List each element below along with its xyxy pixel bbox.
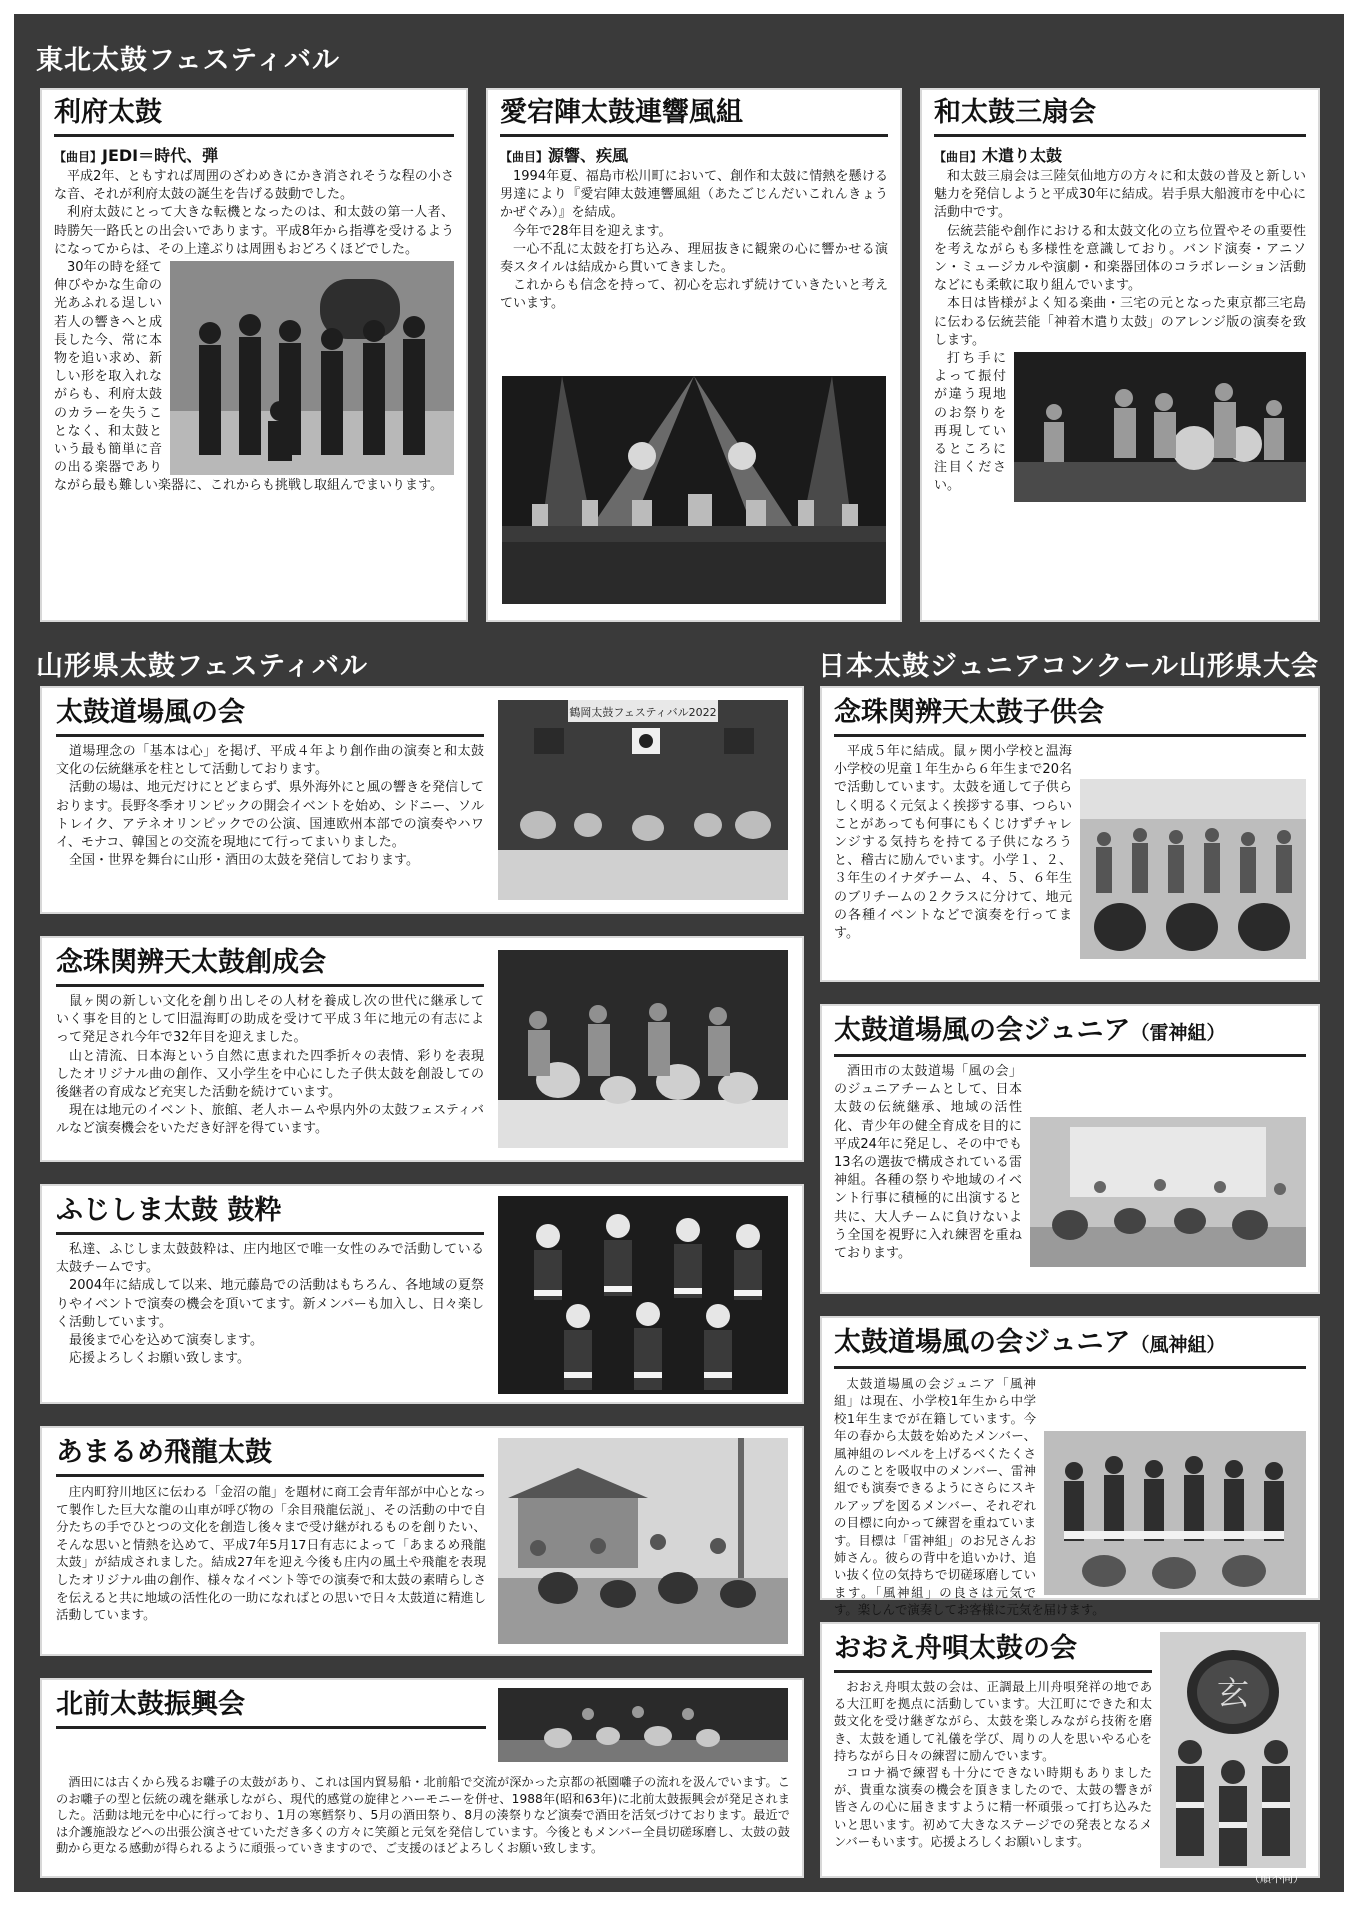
card-title	[834, 1014, 1306, 1050]
paragraph: 酒田市の太鼓道場「風の会」のジュニアチームとして、日本太鼓の伝統継承、地域の活性化、青少年の健全育成を目的に平成24年に発足し、その中でも13名の選抜で構成されている雷神組。各種の祭りや地域のイベント行事に積極的に出演すると共に、大人チームに負けないよう全国を視野に入れ練習を重ねております。	[834, 1064, 1022, 1262]
banner-text: 鶴岡太鼓フェスティバル2022	[569, 706, 717, 719]
card-body	[834, 743, 1306, 943]
paragraph: 太鼓道場風の会ジュニア「風神組」は現在、小学校1年生から中学校1年生までが在籍しています。今年の春から太鼓を始めたメンバー、風神組のレベルを上げるべくたくさんのことを吸収中のメンバー、雷神組でも演奏できるようにさらにスキルアップを図るメンバー、それぞれの目標に向かって練習を重ねています。目標は「雷神組」のお兄さんお姉さん。彼らの背中を追いかけ、追い抜く位の気持ちで切磋琢磨しています。「風神組」の良さは元気です。楽しんで演奏してお客様に元気を届けます。	[834, 1376, 1105, 1618]
card-fujishima	[40, 1184, 804, 1404]
section-title-tohoku: 東北太鼓フェスティバル	[36, 45, 340, 76]
paragraph: 2004年に結成して以来、地元藤島での活動はもちろん、各地域の夏祭りやイベントで演奏の機会を頂いてます。新メンバーも加入し、日々楽しく活動しています。	[56, 1278, 484, 1330]
title-suffix: （雷神組）	[1130, 1022, 1226, 1044]
title-suffix: （風神組）	[1130, 1334, 1226, 1356]
song-name: 木遣り太鼓	[982, 146, 1063, 165]
card-title: 太鼓道場風の会	[56, 697, 245, 728]
paragraph: 鼠ヶ関の新しい文化を創り出しその人材を養成し次の世代に継承していく事を目的として旧温海町の助成を受けて平成３年に地元の有志によって発足され今年で32年目を迎えました。	[56, 994, 484, 1046]
paragraph: 利府太鼓にとって大きな転機となったのは、和太鼓の第一人者、時勝矢一路氏との出会いであります。平成8年から指導を受けるようになってからは、その上達ぶりは周囲もおどろくほどでした。	[54, 205, 454, 257]
paragraph: 全国・世界を舞台に山形・酒田の太鼓を発信しております。	[69, 853, 419, 869]
card-ooe	[820, 1622, 1320, 1878]
paragraph: 平成５年に結成。鼠ヶ関小学校と温海小学校の児童１年生から６年生まで20名で活動しています。太鼓を通して子供らしく明るく元気よく挨拶する事、つらいことがあっても何事にもくじけずチャレンジする気持ちを持てる子供になろうと、稽古に励んでいます。小学１、２、３年生のイナダチーム、４、５、６年生のブリチームの２クラスに分けて、地元の各種イベントなどで演奏を行ってます。	[834, 744, 1072, 942]
photo-fujin-group	[1044, 1431, 1306, 1595]
card-title	[834, 1326, 1306, 1362]
paragraph: 活動の場は、地元だけにとどまらず、県外海外にと風の響きを発信しております。長野冬季オリンピックの開会イベントを始め、シドニー、ソルトレイク、アテネオリンピックでの公演、国連欧州本部での演奏やハワイ、モナコ、韓国との交流を現地にて行ってまいりました。	[56, 780, 484, 851]
card-title: おおえ舟唄太鼓の会	[834, 1633, 1077, 1664]
card-title: あまるめ飛龍太鼓	[56, 1437, 272, 1468]
photo-amarume-festival	[498, 1438, 788, 1644]
paragraph: 最後まで心を込めて演奏します。	[69, 1333, 263, 1349]
card-title: 和太鼓三扇会	[934, 97, 1096, 128]
card-body	[500, 168, 888, 314]
title-rule	[834, 1366, 1306, 1369]
page-background	[14, 14, 1344, 1892]
photo-nenju-stage	[498, 950, 788, 1148]
card-body	[56, 993, 484, 1139]
card-body	[54, 168, 454, 496]
card-body	[56, 1483, 486, 1624]
paragraph: 本日は皆様がよく知る楽曲・三宅の元となった東京都三宅島に伝わる伝統芸能「神着木遣り太鼓」のアレンジ版の演奏を致します。	[934, 296, 1306, 348]
card-body	[56, 743, 484, 870]
title-rule	[834, 1054, 1306, 1057]
song-tag: 【曲目】	[54, 150, 103, 164]
section-title-junior: 日本太鼓ジュニアコンクール山形県大会	[818, 651, 1320, 682]
card-body	[834, 1375, 1306, 1619]
photo-kaze-stage	[498, 700, 788, 900]
photo-fujishima-group	[498, 1196, 788, 1394]
title-rule	[500, 134, 888, 137]
title-rule	[834, 734, 1306, 737]
card-rifu	[40, 88, 468, 622]
paragraph: 一心不乱に太鼓を打ち込み、理屈抜きに観衆の心に響かせる演奏スタイルは結成から貫いてきました。	[500, 241, 888, 276]
paragraph: 30年の時を経て伸びやかな生命の光あふれる逞しい若人の響きへと成長した今、常に本物を追い求め、新しい形を取入れながらも、利府太鼓のカラーを失うことなく、和太鼓という最も簡単に音の出る楽器でありながら最も難しい楽器に、これからも挑戦し取組んでまいります。	[54, 260, 443, 494]
section-title-yamagata: 山形県太鼓フェスティバル	[36, 651, 368, 682]
paragraph: 庄内町狩川地区に伝わる「金沼の龍」を題材に商工会青年部が中心となって製作した巨大な龍の山車が呼び物の「余目飛龍伝説」、その活動の中で自分たちの手でひとつの文化を創造し後々まで受け継がれるものを創りたい、そんな思いと情熱を込めて、平成7年5月17日有志によって「あまるめ飛龍太鼓」が結成されました。結成27年を迎え今後も庄内の風土や飛龍を表現したオリジナル曲の創作、様々なイベント等での演奏で和太鼓の素晴らしさを伝えると共に地域の活性化の一助になればとの思いで日々太鼓道に精進し活動しています。	[56, 1484, 486, 1623]
title-rule	[56, 1232, 484, 1235]
card-atago	[486, 88, 902, 622]
photo-raijin-stage	[1030, 1117, 1306, 1267]
card-fujin	[820, 1316, 1320, 1618]
paragraph: 現在は地元のイベント、旅館、老人ホームや県内外の太鼓フェスティバルなど演奏機会をいただき好評を得ています。	[56, 1103, 484, 1137]
card-title: 利府太鼓	[54, 97, 162, 128]
photo-kitamae-stage	[498, 1688, 788, 1762]
card-body	[934, 168, 1306, 496]
footer-note: （順不同）	[1249, 1872, 1304, 1885]
photo-sansen-stage	[1014, 352, 1306, 502]
paragraph: 伝統芸能や創作における和太鼓文化の立ち位置やその重要性を考えながらも多様性を意識しており。バンド演奏・アニソン・ミュージカルや演劇・和楽器団体のコラボレーション活動などにも柔軟に取り組んでいます。	[934, 223, 1306, 294]
card-nenju	[40, 936, 804, 1162]
drum-mark: 玄	[1216, 1674, 1250, 1712]
song-line	[500, 143, 888, 166]
paragraph: 道場理念の「基本は心」を掲げ、平成４年より創作曲の演奏と和太鼓文化の伝統継承を柱として活動しております。	[56, 744, 484, 778]
paragraph: 和太鼓三扇会は三陸気仙地方の方々に和太鼓の普及と新しい魅力を発信しようと平成30年に結成。岩手県大船渡市を中心に活動中です。	[934, 169, 1306, 221]
title-main: 太鼓道場風の会ジュニア	[834, 1015, 1131, 1046]
paragraph: 山と清流、日本海という自然に恵まれた四季折々の表情、彩りを表現したオリジナル曲の創作、又小学生を中心にした子供太鼓を創設しての後継者の育成など充実した活動を続けています。	[56, 1048, 484, 1101]
card-body	[834, 1679, 1152, 1851]
song-tag: 【曲目】	[500, 150, 549, 164]
paragraph: 打ち手によって振付が違う現地のお祭りを再現しているところに注目ください。	[934, 351, 1006, 494]
paragraph: 今年で28年目を迎えます。	[513, 223, 672, 239]
song-name: JEDI＝時代、弾	[102, 146, 219, 165]
title-rule	[934, 134, 1306, 137]
paragraph: 平成2年、ともすれば周囲のざわめきにかき消されそうな程の小さな音、それが利府太鼓の誕生を告げる鼓動でした。	[54, 169, 454, 203]
title-rule	[56, 1474, 484, 1477]
title-rule	[56, 734, 484, 737]
paragraph: 酒田には古くから残るお囃子の太鼓があり、これは国内貿易船・北前船で交流が深かった京都の祇園囃子の流れを汲んでいます。このお囃子の型と伝統の魂を継承しながら、現代的感覚の旋律とハーモニーを併せ、1988年(昭和63年)に北前太鼓振興会が発足されました。活動は地元を中心に行っており、1月の寒鱈祭り、5月の酒田祭り、8月の湊祭りなど演奏で酒田を活気づけております。最近では介護施設などへの出張公演させていただき多くの方々に笑顔と元気を発信しています。今後ともメンバー全員切磋琢磨し、太鼓の鼓動から更なる感動が得られるように頑張っていきますので、ご支援のほどよろしくお願い致します。	[56, 1775, 790, 1856]
title-main: 太鼓道場風の会ジュニア	[834, 1327, 1131, 1358]
paragraph: 1994年夏、福島市松川町において、創作和太鼓に情熱を懸ける男達により『愛宕陣太鼓連響風組（あたごじんだいこれんきょうかぜぐみ）』を結成。	[500, 169, 888, 221]
card-body	[834, 1063, 1306, 1263]
card-amarume	[40, 1426, 804, 1656]
card-sansen	[920, 88, 1320, 622]
paragraph: コロナ禍で練習も十分にできない時期もありましたが、貴重な演奏の機会を頂きましたので、太鼓の響きが皆さんの心に届きますように精一杯頑張って打ち込みたいと思います。初めて大きなステージでの発表となるメンバーもいます。応援よろしくお願いします。	[834, 1766, 1152, 1849]
song-tag: 【曲目】	[934, 150, 983, 164]
song-line	[54, 143, 454, 166]
photo-atago-stage	[502, 376, 886, 604]
card-title: ふじしま太鼓 鼓粋	[56, 1195, 282, 1226]
card-kodomo	[820, 686, 1320, 982]
paragraph: 応援よろしくお願い致します。	[69, 1351, 250, 1367]
title-rule	[834, 1670, 1152, 1673]
song-name: 源響、疾風	[548, 146, 629, 165]
photo-ooe-drum	[1160, 1632, 1306, 1868]
card-kitamae	[40, 1678, 804, 1878]
card-title: 愛宕陣太鼓連響風組	[500, 97, 743, 128]
photo-kodomo-group	[1080, 779, 1306, 959]
card-title: 北前太鼓振興会	[56, 1689, 245, 1720]
card-body	[56, 1774, 790, 1857]
card-title: 念珠関辨天太鼓子供会	[834, 697, 1104, 728]
song-line	[934, 143, 1306, 166]
title-rule	[54, 134, 454, 137]
paragraph: これからも信念を持って、初心を忘れず続けていきたいと考えています。	[500, 278, 888, 312]
photo-rifu-group	[170, 261, 454, 475]
title-rule	[56, 984, 484, 987]
card-kaze	[40, 686, 804, 914]
paragraph: 私達、ふじしま太鼓鼓粋は、庄内地区で唯一女性のみで活動している太鼓チームです。	[56, 1242, 484, 1276]
card-title: 念珠関辨天太鼓創成会	[56, 947, 326, 978]
card-raijin	[820, 1004, 1320, 1294]
paragraph: おおえ舟唄太鼓の会は、正調最上川舟唄発祥の地である大江町を拠点に活動しています。大江町にできた和太鼓文化を受け継ぎながら、太鼓を楽しみながら技術を磨き、太鼓を通して礼儀を学び、周りの人を思いやる心を持ちながら日々の練習に励んでいます。	[834, 1680, 1152, 1763]
title-rule	[56, 1726, 486, 1729]
card-body	[56, 1241, 484, 1368]
